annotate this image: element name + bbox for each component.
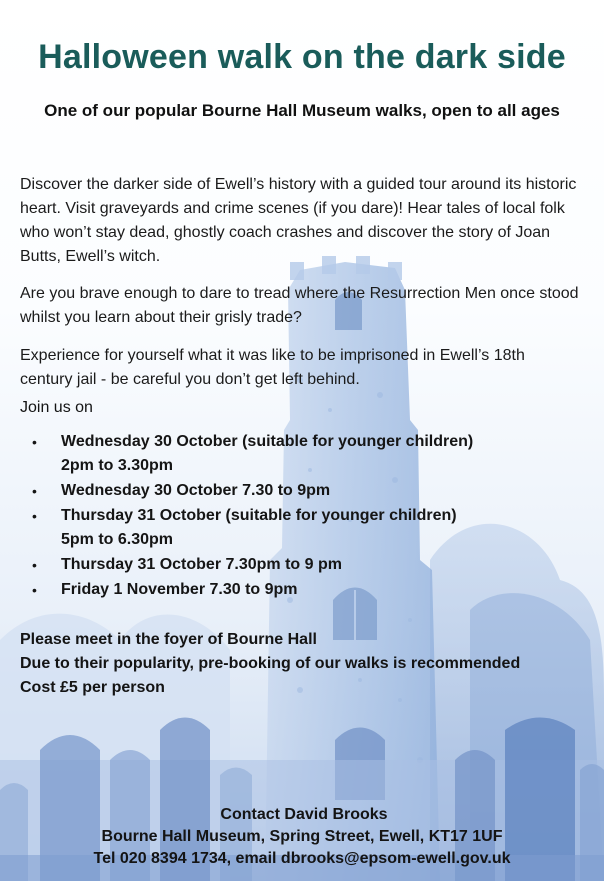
walk-date-line: Friday 1 November 7.30 to 9pm: [61, 581, 298, 598]
contact-name: Contact David Brooks: [220, 806, 388, 823]
bullet-icon: •: [32, 557, 37, 573]
join-us-label: Join us on: [20, 399, 93, 416]
walk-date-line: Thursday 31 October 7.30pm to 9 pm: [61, 556, 342, 573]
intro-paragraph: Discover the darker side of Ewell’s history with a guided tour around its historic heart. Visit graveyards and crime scenes (if you dare)! Hear tales of local folk who won’t stay dead, ghostly coach crashes and discover the story of Joan Butts, Ewell’s witch.: [20, 176, 577, 265]
flyer-title: Halloween walk on the dark side: [38, 38, 566, 76]
bullet-icon: •: [32, 434, 37, 450]
contact-phone-email: Tel 020 8394 1734, email dbrooks@epsom-ewell.gov.uk: [93, 850, 511, 867]
walk-date-item: [20, 578, 590, 602]
walk-date-line: Wednesday 30 October 7.30 to 9pm: [61, 482, 331, 499]
resurrection-men-paragraph: Are you brave enough to dare to tread where the Resurrection Men once stood whilst you learn about their grisly trade?: [20, 285, 579, 326]
walk-time-line: 2pm to 3.30pm: [61, 457, 174, 474]
meeting-point: Please meet in the foyer of Bourne Hall: [20, 631, 317, 648]
cost-info: Cost £5 per person: [20, 679, 165, 696]
walk-date-line: Thursday 31 October (suitable for younger children): [61, 507, 457, 524]
walk-date-item: [20, 479, 590, 503]
bullet-icon: •: [32, 508, 37, 524]
jail-paragraph: Experience for yourself what it was like to be imprisoned in Ewell’s 18th century jail - be careful you don’t get left behind.: [20, 347, 525, 388]
walk-date-item: [20, 553, 590, 577]
meeting-info: [20, 628, 580, 700]
walk-date-line: Wednesday 30 October (suitable for younger children): [61, 433, 474, 450]
booking-note: Due to their popularity, pre-booking of our walks is recommended: [20, 655, 521, 672]
walk-dates-list: [20, 430, 590, 603]
walk-date-item: [20, 504, 590, 552]
bullet-icon: •: [32, 582, 37, 598]
bullet-icon: •: [32, 483, 37, 499]
flyer-subtitle: One of our popular Bourne Hall Museum walks, open to all ages: [44, 101, 560, 120]
contact-address: Bourne Hall Museum, Spring Street, Ewell, KT17 1UF: [101, 828, 503, 845]
walk-date-item: [20, 430, 590, 478]
contact-block: [0, 804, 604, 870]
walk-time-line: 5pm to 6.30pm: [61, 531, 174, 548]
